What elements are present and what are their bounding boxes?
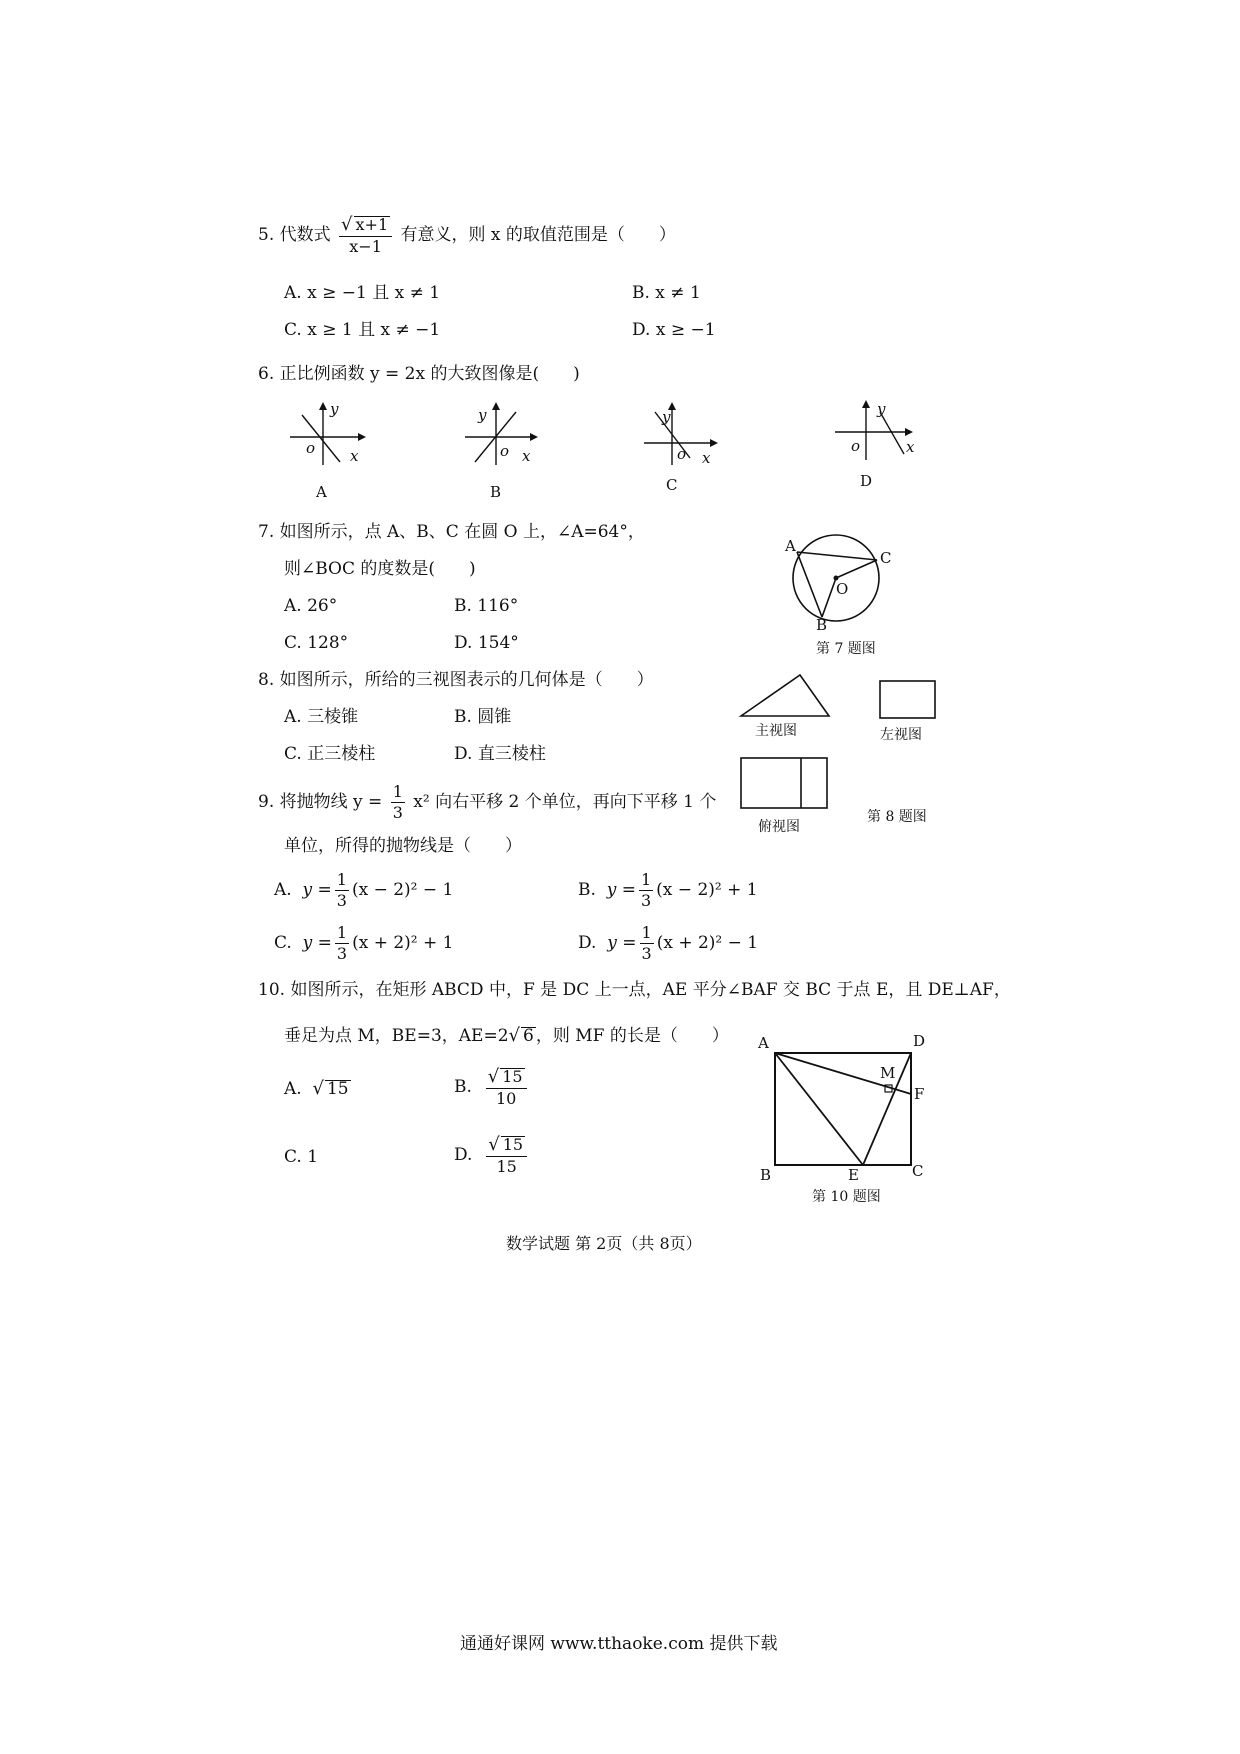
q10-stem-line2: 垂足为点 M，BE=3，AE=2√ 6 ，则 MF 的长是（ ）	[284, 1025, 729, 1046]
q8-option-c: C. 正三棱柱	[284, 744, 376, 764]
q7-option-b: B. 116°	[454, 596, 519, 616]
q10-caption: 第 10 题图	[812, 1189, 881, 1205]
svg-text:y: y	[330, 400, 339, 418]
svg-text:o: o	[677, 445, 687, 463]
q10-point-e: E	[848, 1166, 859, 1184]
q7-point-c: C	[880, 549, 892, 567]
q6-label-c: C	[666, 476, 678, 494]
q8-front-view-label: 主视图	[755, 723, 797, 739]
q9-frac-den: 3	[392, 803, 403, 822]
q10-point-c: C	[912, 1162, 924, 1180]
q9-stem-prefix: 9. 将抛物线 y =	[258, 792, 383, 812]
q5-stem-suffix: 有意义，则 x 的取值范围是（ ）	[400, 225, 676, 245]
q6-label-b: B	[490, 483, 502, 501]
q10-point-m: M	[880, 1064, 896, 1082]
svg-text:y: y	[662, 408, 671, 426]
q10-point-b: B	[760, 1166, 772, 1184]
q8-option-d: D. 直三棱柱	[454, 744, 546, 764]
q10-option-c: C. 1	[284, 1147, 319, 1167]
q5-option-b: B. x ≠ 1	[632, 283, 701, 303]
q5-radicand: x+1	[355, 215, 389, 234]
q9-option-b: B. y = $\frac{1}{3}$ (x − 2)² + 1	[578, 870, 758, 910]
q7-option-c: C. 128°	[284, 633, 349, 653]
svg-text:x: x	[906, 438, 915, 456]
q7-stem-line2: 则∠BOC 的度数是( )	[284, 559, 476, 579]
q8-option-b: B. 圆锥	[454, 707, 512, 727]
q8-stem: 8. 如图所示，所给的三视图表示的几何体是（ ）	[258, 670, 654, 690]
svg-text:o: o	[500, 442, 510, 460]
q5-option-d: D. x ≥ −1	[632, 320, 716, 340]
q10-point-d: D	[913, 1032, 926, 1050]
site-credit: 通通好课网 www.tthaoke.com 提供下载	[460, 1634, 778, 1654]
q10-option-d: D. $\frac{√ 15}{15}$	[454, 1136, 530, 1175]
q9-option-a: A. y = $\frac{1}{3}$ (x − 2)² − 1	[274, 870, 454, 910]
svg-text:y: y	[877, 400, 886, 418]
q10-stem-line1: 10. 如图所示，在矩形 ABCD 中，F 是 DC 上一点，AE 平分∠BAF 交 BC 于点 E，且 DE⊥AF，	[258, 980, 1011, 1000]
q7-option-a: A. 26°	[284, 596, 338, 616]
q5-frac-den: x−1	[349, 237, 382, 256]
q8-top-view-label: 俯视图	[758, 819, 800, 835]
q7-option-d: D. 154°	[454, 633, 519, 653]
q8-option-a: A. 三棱锥	[284, 707, 359, 727]
q10-option-b: B. $\frac{√ 15}{10}$	[454, 1068, 530, 1107]
q5-frac-num: √ x+1	[339, 216, 392, 237]
q9-stem-line2: 单位，所得的抛物线是（ ）	[284, 836, 522, 856]
svg-text:o: o	[306, 439, 316, 457]
svg-text:x: x	[350, 447, 359, 465]
svg-text:x: x	[702, 449, 711, 467]
q7-stem-line1: 7. 如图所示，点 A、B、C 在圆 O 上，∠A=64°，	[258, 522, 645, 542]
q5-stem-prefix: 5. 代数式	[258, 225, 331, 245]
q5-option-a: A. x ≥ −1 且 x ≠ 1	[284, 283, 441, 303]
svg-text:x: x	[522, 447, 531, 465]
q7-point-a: A	[785, 537, 796, 555]
q9-stem-suffix: x² 向右平移 2 个单位，再向下平移 1 个	[413, 792, 717, 812]
q10-point-a: A	[758, 1034, 769, 1052]
svg-text:o: o	[851, 437, 861, 455]
q6-label-a: A	[316, 483, 327, 501]
q9-option-d: D. y = $\frac{1}{3}$ (x + 2)² − 1	[578, 923, 759, 963]
q7-caption: 第 7 题图	[816, 641, 876, 657]
q7-point-b: B	[816, 616, 828, 634]
q5-option-c: C. x ≥ 1 且 x ≠ −1	[284, 320, 441, 340]
svg-text:y: y	[478, 406, 487, 424]
q10-option-a: A. √ 15	[284, 1078, 349, 1099]
q7-point-o: O	[836, 580, 849, 598]
page-info: 数学试题 第 2页（共 8页）	[506, 1234, 702, 1253]
q9-frac-num: 1	[392, 782, 403, 801]
q6-stem: 6. 正比例函数 y = 2x 的大致图像是( )	[258, 364, 580, 384]
q6-label-d: D	[860, 472, 873, 490]
q9-option-c: C. y = $\frac{1}{3}$ (x + 2)² + 1	[274, 923, 454, 963]
q8-caption: 第 8 题图	[867, 809, 927, 825]
q8-left-view-label: 左视图	[880, 727, 922, 743]
q10-point-f: F	[914, 1085, 925, 1103]
